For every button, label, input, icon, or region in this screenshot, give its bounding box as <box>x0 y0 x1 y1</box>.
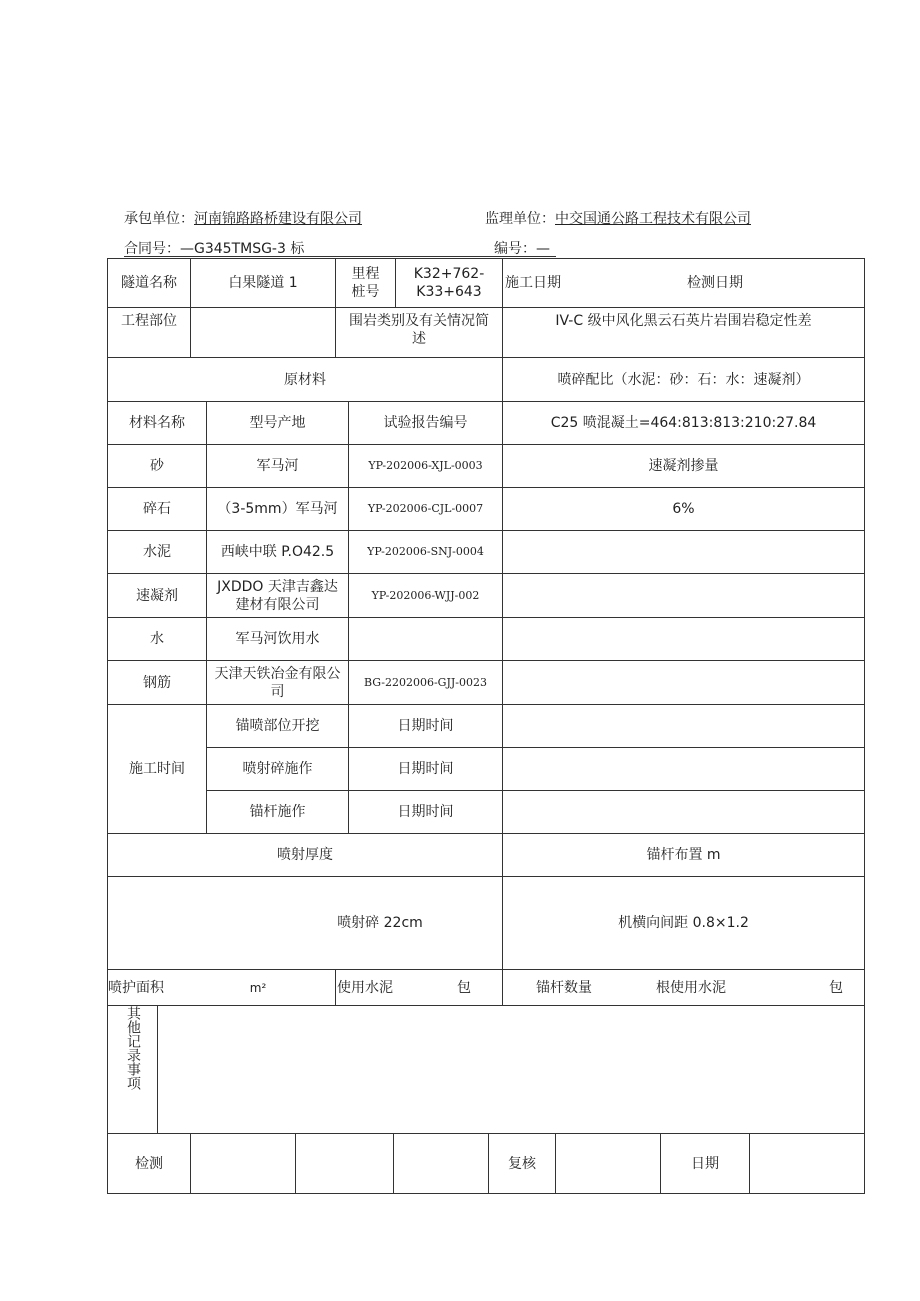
material-report: YP-202006-XJL-0003 <box>368 459 483 472</box>
rock-value: IV-C 级中风化黑云石英片岩围岩稳定性差 <box>555 313 812 329</box>
material-name: 水泥 <box>143 544 171 560</box>
construction-time-value: 日期时间 <box>397 761 454 777</box>
other-label-text: 其他记录事项 <box>125 1006 141 1090</box>
number-label: 编号： <box>494 241 536 257</box>
construction-time-label: 施工时间 <box>129 761 185 777</box>
contractor-value: 河南锦路路桥建设有限公司 <box>194 211 362 227</box>
material-report: BG-2202006-GJJ-0023 <box>363 675 488 689</box>
thickness-title: 喷射厚度 <box>277 847 333 863</box>
header-report: 试验报告编号 <box>383 415 468 431</box>
material-origin-line1: 天津天铁冶金有限公 <box>214 665 341 682</box>
material-report: YP-202006-CJL-0007 <box>367 502 484 515</box>
material-origin: （3-5mm）军马河 <box>217 501 338 517</box>
contractor-label: 承包单位： <box>124 211 194 227</box>
rock-label-line1: 围岩类别及有关情况简 <box>349 313 489 329</box>
anchor-count-label: 锚杆数量 <box>536 979 592 996</box>
mileage-label: 里程桩号 <box>351 266 380 300</box>
material-origin-line2: 司 <box>270 683 285 700</box>
construction-item: 锚喷部位开挖 <box>235 718 320 734</box>
material-origin: 军马河 <box>256 458 299 474</box>
mileage-value <box>396 259 502 307</box>
mix-title: 喷碎配比（水泥：砂：石：水：速凝剂） <box>557 371 810 388</box>
other-label <box>118 1006 148 1106</box>
supervisor-label: 监理单位： <box>485 211 555 227</box>
inspection-date-label: 检测日期 <box>687 275 743 291</box>
material-name: 碎石 <box>143 501 171 517</box>
anchor-cement-unit: 包 <box>829 979 843 996</box>
date-label: 日期 <box>691 1155 719 1172</box>
rock-label-line2: 述 <box>412 331 426 347</box>
area-label: 喷护面积 <box>108 979 164 996</box>
accelerator-title: 速凝剂掺量 <box>648 458 719 474</box>
construction-item: 锚杆施作 <box>249 804 306 820</box>
contract-label: 合同号： <box>124 241 180 257</box>
construction-item: 喷射碎施作 <box>242 761 313 777</box>
material-name: 速凝剂 <box>136 587 178 604</box>
header-material-name: 材料名称 <box>129 415 185 431</box>
rock-label <box>336 308 502 352</box>
supervisor <box>485 210 751 228</box>
material-name: 钢筋 <box>143 674 171 691</box>
material-origin: 军马河饮用水 <box>235 631 320 647</box>
inspect-label: 检测 <box>135 1155 163 1172</box>
contractor <box>124 210 362 228</box>
anchor-value: 机横向间距 0.8×1.2 <box>618 915 749 931</box>
tunnel-name-value: 白果隧道 1 <box>228 275 298 291</box>
accelerator-value: 6% <box>672 501 695 517</box>
part-value <box>191 308 335 357</box>
mileage-value-line2: K33+643 <box>416 284 482 300</box>
anchor-cement-label: 根使用水泥 <box>656 979 726 996</box>
material-report <box>349 618 502 660</box>
tunnel-name-label: 隧道名称 <box>121 275 177 291</box>
construction-date-label: 施工日期 <box>505 275 561 291</box>
mileage-value-line1: K32+762- <box>413 266 485 282</box>
contract-value: —G345TMSG-3 标 <box>180 241 305 257</box>
material-origin <box>207 661 348 704</box>
thickness-value: 喷射碎 22cm <box>337 915 423 931</box>
material-name: 砂 <box>150 458 164 474</box>
supervisor-value: 中交国通公路工程技术有限公司 <box>555 211 751 227</box>
material-name: 水 <box>150 631 164 647</box>
anchor-title: 锚杆布置 m <box>646 847 721 863</box>
other-value <box>158 1006 864 1133</box>
header-origin: 型号产地 <box>249 415 306 431</box>
review-label: 复核 <box>508 1155 536 1172</box>
material-origin <box>207 574 348 617</box>
area-unit: m² <box>249 980 267 995</box>
construction-time-value: 日期时间 <box>397 718 454 734</box>
material-report: YP-202006-SNJ-0004 <box>367 545 484 558</box>
mix-value: C25 喷混凝土=464:813:813:210:27.84 <box>550 415 817 431</box>
construction-time-value: 日期时间 <box>397 804 454 820</box>
materials-title: 原材料 <box>284 371 326 388</box>
part-label: 工程部位 <box>121 313 177 329</box>
material-origin: 西峡中联 P.O42.5 <box>220 544 335 560</box>
material-origin-line1: JXDDO 天津吉鑫达 <box>217 578 338 595</box>
material-report: YP-202006-WJJ-002 <box>371 588 480 602</box>
material-origin-line2: 建材有限公司 <box>235 596 320 613</box>
cement-unit: 包 <box>457 979 471 996</box>
number-value: — <box>536 241 550 257</box>
cement-label: 使用水泥 <box>337 979 393 996</box>
